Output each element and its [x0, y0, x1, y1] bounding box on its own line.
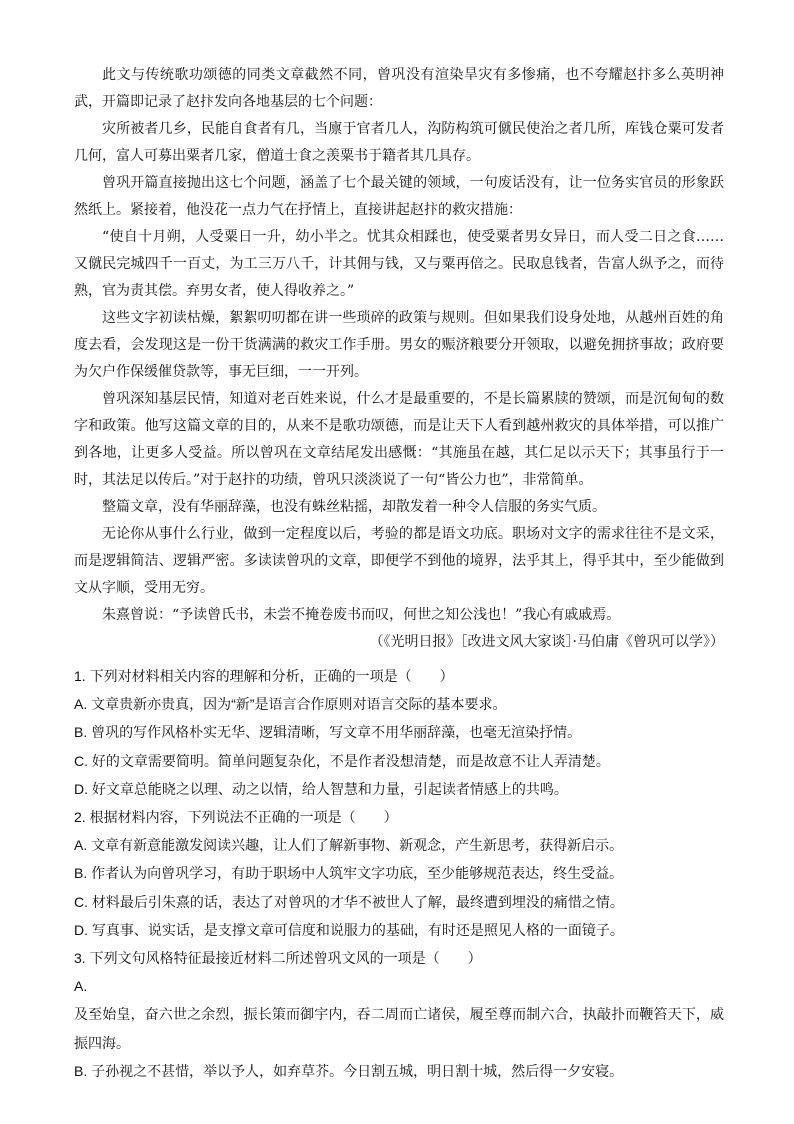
passage-paragraph-6: 曾巩深知基层民情，知道对老百姓来说，什么才是最重要的，不是长篇累牍的赞颂，而是沉甸甸的数字和政策。他写这篇文章的目的，从来不是歌功颂德，而是让天下人看到越州救灾的具体举措，可以推广到各地，让更多人受益。所以曾巩在文章结尾发出感慨：“其施虽在越，其仁足以示天下；其事虽行于一时，其法足以传后。”对于赵抃的功绩，曾巩只淡淡说了一句“皆公力也”，非常简单。	[74, 391, 724, 488]
question-1-option-b: B. 曾巩的写作风格朴实无华、逻辑清晰，写文章不用华丽辞藻，也毫无渲染抒情。	[74, 724, 582, 741]
question-1-stem: 1. 下列对材料相关内容的理解和分析，正确的一项是（ ）	[74, 668, 454, 684]
question-2-stem: 2. 根据材料内容，下列说法不正确的一项是（ ）	[74, 809, 398, 826]
passage-paragraph-2: 灾所被者几乡，民能自食者有几，当廪于官者几人，沟防构筑可僦民使治之者几所，库钱仓粟可发者几何，富人可募出粟者几家，僧道士食之羡粟书于籍者其几具存。	[74, 121, 724, 164]
question-3-stem: 3. 下列文句风格特征最接近材料二所述曾巩文风的一项是（ ）	[74, 950, 482, 967]
question-2-option-c: C. 材料最后引朱熹的话，表达了对曾巩的才华不被世人了解，最终遭到埋没的痛惜之情。	[74, 893, 624, 910]
passage-paragraph-1: 此文与传统歌功颂德的同类文章截然不同，曾巩没有渲染旱灾有多惨痛，也不夸耀赵抃多么英明神武，开篇即记录了赵抃发向各地基层的七个问题：	[74, 67, 724, 110]
passage-paragraph-4: “使自十月朔，人受粟日一升，幼小半之。忧其众相蹂也，使受粟者男女异日，而人受二日之食……又僦民完城四千一百丈，为工三万八千，计其佣与钱，又与粟再倍之。民取息钱者，告富人纵予之，而待熟，官为责其偿。弃男女者，使人得收养之。”	[74, 229, 724, 299]
question-2-option-b: B. 作者认为向曾巩学习，有助于职场中人筑牢文字功底，至少能够规范表达，终生受益。	[74, 865, 624, 882]
question-2-option-d: D. 写真事、说实话，是支撑文章可信度和说服力的基础，有时还是照见人格的一面镜子。	[74, 921, 624, 938]
question-1-option-a: A. 文章贵新亦贵真，因为“新”是语言合作原则对语言交际的基本要求。	[74, 696, 507, 713]
question-1-option-c: C. 好的文章需要简明。简单问题复杂化，不是作者没想清楚，而是故意不让人弄清楚。	[74, 752, 610, 769]
reading-passage	[74, 62, 724, 656]
question-3-option-b: B. 子孙视之不甚惜，举以予人，如弃草芥。今日割五城，明日割十城，然后得一夕安寝。	[74, 1062, 624, 1079]
question-2-option-a: A. 文章有新意能激发阅读兴趣，让人们了解新事物、新观念，产生新思考，获得新启示。	[74, 837, 624, 854]
question-1-option-d: D. 好文章总能晓之以理、动之以情，给人智慧和力量，引起读者情感上的共鸣。	[74, 780, 568, 797]
question-list	[74, 662, 724, 1085]
question-3-option-a-label: A.	[74, 978, 88, 995]
passage-paragraph-7: 整篇文章，没有华丽辞藻，也没有蛛丝粘摇，却散发着一种令人信服的务实气质。	[102, 499, 606, 515]
passage-paragraph-5: 这些文字初读枯燥，絮絮叨叨都在讲一些琐碎的政策与规则。但如果我们设身处地，从越州百姓的角度去看，会发现这是一份干货满满的救灾工作手册。男女的赈济粮要分开领取，以避免拥挤事故；政府要为欠户作保缓催贷款等，事无巨细，一一开列。	[74, 310, 724, 380]
passage-paragraph-9: 朱熹曾说：“予读曾氏书，未尝不掩卷废书而叹，何世之知公浅也！”我心有戚戚焉。	[102, 607, 621, 623]
question-3-option-a-text: 及至始皇，奋六世之余烈，振长策而御宇内，吞二周而亡诸侯，履至尊而制六合，执敲扑而鞭笞天下，威振四海。	[74, 1006, 724, 1051]
passage-source: （《光明日报》［改进文风大家谈］·马伯庸《曾巩可以学》）	[369, 634, 724, 650]
passage-paragraph-3: 曾巩开篇直接抛出这七个问题，涵盖了七个最关键的领域，一句废话没有，让一位务实官员的形象跃然纸上。紧接着，他没花一点力气在抒情上，直接讲起赵抃的救灾措施：	[74, 175, 724, 218]
passage-paragraph-8: 无论你从事什么行业，做到一定程度以后，考验的都是语文功底。职场对文字的需求往往不是文采，而是逻辑简洁、逻辑严密。多读读曾巩的文章，即便学不到他的境界，法乎其上，得乎其中，至少能做到文从字顺，受用无穷。	[74, 526, 724, 596]
